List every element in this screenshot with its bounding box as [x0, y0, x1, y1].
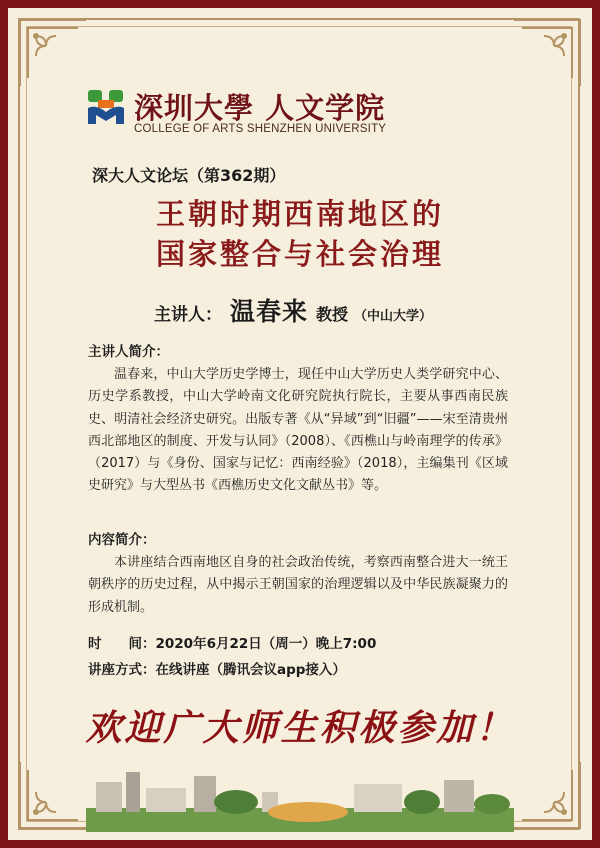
- college-name-en: COLLEGE OF ARTS SHENZHEN UNIVERSITY: [134, 123, 387, 135]
- lecture-method: 讲座方式：在线讲座（腾讯会议app接入）: [88, 662, 346, 678]
- bio-text: 温春来，中山大学历史学博士，现任中山大学历史人类学研究中心、历史学系教授，中山大学岭南文化研究院执行院长，主要从事西南民族史、明清社会经济史研究。出版专著《从“异域”到“旧疆”——宋至清贵州西北部地区的制度、开发与认同》（2008）、《西樵山与岭南理学的传承》（2017）与《身份、国家与记忆：西南经验》（2018），主编集刊《区域史研究》与大型丛书《西樵历史文化文献丛书》等。: [88, 367, 508, 494]
- campus-panorama-image: [86, 762, 514, 832]
- speaker-line: [154, 292, 432, 328]
- summary-heading: 内容简介：: [88, 532, 156, 548]
- welcome-slogan: 欢迎广大师生积极参加！: [85, 707, 515, 749]
- corner-ornament-icon: [14, 14, 92, 92]
- bio-heading: 主讲人简介：: [88, 344, 169, 360]
- speaker-affiliation: （中山大学）: [354, 309, 433, 324]
- lecture-time: 时 间：2020年6月22日（周一）晚上7:00: [88, 636, 377, 652]
- speaker-label: 主讲人：: [154, 305, 222, 325]
- summary-text: 本讲座结合西南地区自身的社会政治传统，考察西南整合进大一统王朝秩序的历史过程，从中揭示王朝国家的治理逻辑以及中华民族凝聚力的形成机制。: [88, 555, 508, 615]
- corner-ornament-icon: [508, 14, 586, 92]
- corner-ornament-icon: [508, 756, 586, 834]
- lecture-title-line-1: 王朝时期西南地区的: [155, 197, 444, 231]
- corner-ornament-icon: [14, 756, 92, 834]
- lecture-title-line-2: 国家整合与社会治理: [155, 237, 444, 271]
- university-logo-icon: [86, 88, 126, 126]
- speaker-name: 温春来: [230, 297, 309, 326]
- forum-issue: 深大人文论坛（第362期）: [92, 166, 286, 185]
- college-name-cn: 深圳大學 人文学院: [134, 91, 386, 125]
- speaker-title: 教授: [316, 305, 349, 324]
